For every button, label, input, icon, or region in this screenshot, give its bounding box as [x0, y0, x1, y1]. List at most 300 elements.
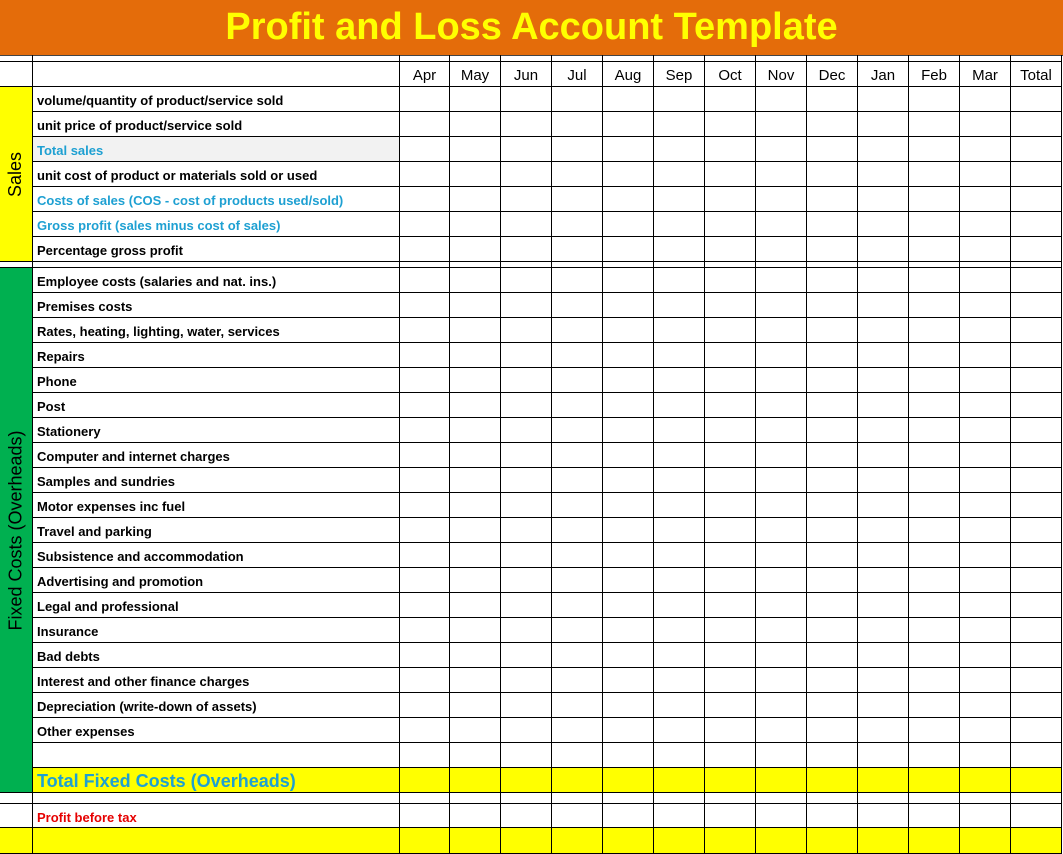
value-cell[interactable] [1011, 543, 1062, 568]
value-cell[interactable] [960, 137, 1011, 162]
value-cell[interactable] [1011, 55, 1062, 62]
value-cell[interactable] [400, 828, 450, 854]
value-cell[interactable] [858, 828, 909, 854]
side-cell[interactable] [0, 62, 33, 87]
value-cell[interactable] [909, 718, 960, 743]
value-cell[interactable] [858, 568, 909, 593]
value-cell[interactable] [603, 293, 654, 318]
value-cell[interactable] [807, 518, 858, 543]
value-cell[interactable] [450, 87, 501, 112]
value-cell[interactable] [1011, 418, 1062, 443]
value-cell[interactable] [909, 618, 960, 643]
value-cell[interactable] [501, 87, 552, 112]
value-cell[interactable] [603, 237, 654, 262]
value-cell[interactable] [960, 693, 1011, 718]
value-cell[interactable] [756, 137, 807, 162]
value-cell[interactable] [654, 804, 705, 828]
value-cell[interactable] [603, 743, 654, 768]
value-cell[interactable] [807, 368, 858, 393]
value-cell[interactable] [1011, 693, 1062, 718]
value-cell[interactable] [858, 468, 909, 493]
value-cell[interactable] [705, 828, 756, 854]
value-cell[interactable] [858, 212, 909, 237]
side-cell[interactable] [0, 55, 33, 62]
value-cell[interactable] [807, 668, 858, 693]
value-cell[interactable] [552, 743, 603, 768]
value-cell[interactable] [705, 393, 756, 418]
value-cell[interactable] [552, 718, 603, 743]
value-cell[interactable] [909, 793, 960, 804]
value-cell[interactable] [654, 187, 705, 212]
value-cell[interactable] [552, 618, 603, 643]
value-cell[interactable] [858, 162, 909, 187]
value-cell[interactable] [501, 643, 552, 668]
value-cell[interactable] [501, 793, 552, 804]
value-cell[interactable] [858, 618, 909, 643]
value-cell[interactable] [807, 743, 858, 768]
value-cell[interactable] [756, 162, 807, 187]
value-cell[interactable] [1011, 162, 1062, 187]
value-cell[interactable] [603, 55, 654, 62]
value-cell[interactable] [552, 643, 603, 668]
value-cell[interactable] [603, 187, 654, 212]
value-cell[interactable] [705, 793, 756, 804]
value-cell[interactable] [552, 343, 603, 368]
value-cell[interactable] [450, 468, 501, 493]
value-cell[interactable] [858, 112, 909, 137]
value-cell[interactable] [552, 393, 603, 418]
value-cell[interactable] [552, 368, 603, 393]
value-cell[interactable] [400, 693, 450, 718]
value-cell[interactable] [705, 768, 756, 793]
value-cell[interactable] [1011, 237, 1062, 262]
value-cell[interactable] [450, 343, 501, 368]
value-cell[interactable] [501, 593, 552, 618]
value-cell[interactable] [501, 237, 552, 262]
value-cell[interactable] [400, 543, 450, 568]
value-cell[interactable] [603, 518, 654, 543]
value-cell[interactable] [960, 112, 1011, 137]
value-cell[interactable] [501, 618, 552, 643]
value-cell[interactable] [501, 568, 552, 593]
value-cell[interactable] [654, 768, 705, 793]
value-cell[interactable] [705, 112, 756, 137]
value-cell[interactable] [909, 112, 960, 137]
value-cell[interactable] [858, 593, 909, 618]
value-cell[interactable] [960, 593, 1011, 618]
value-cell[interactable] [654, 162, 705, 187]
value-cell[interactable] [552, 493, 603, 518]
value-cell[interactable] [1011, 668, 1062, 693]
value-cell[interactable] [1011, 293, 1062, 318]
value-cell[interactable] [807, 318, 858, 343]
value-cell[interactable] [1011, 343, 1062, 368]
value-cell[interactable] [705, 593, 756, 618]
value-cell[interactable] [400, 718, 450, 743]
value-cell[interactable] [501, 318, 552, 343]
value-cell[interactable] [909, 55, 960, 62]
value-cell[interactable] [552, 268, 603, 293]
value-cell[interactable] [756, 793, 807, 804]
value-cell[interactable] [858, 668, 909, 693]
value-cell[interactable] [501, 268, 552, 293]
value-cell[interactable] [450, 828, 501, 854]
value-cell[interactable] [807, 237, 858, 262]
value-cell[interactable] [501, 718, 552, 743]
value-cell[interactable] [603, 493, 654, 518]
value-cell[interactable] [501, 768, 552, 793]
value-cell[interactable] [654, 212, 705, 237]
value-cell[interactable] [654, 443, 705, 468]
value-cell[interactable] [858, 393, 909, 418]
value-cell[interactable] [450, 718, 501, 743]
value-cell[interactable] [756, 55, 807, 62]
value-cell[interactable] [450, 393, 501, 418]
value-cell[interactable] [1011, 768, 1062, 793]
value-cell[interactable] [909, 87, 960, 112]
value-cell[interactable] [756, 237, 807, 262]
value-cell[interactable] [960, 668, 1011, 693]
value-cell[interactable] [960, 237, 1011, 262]
value-cell[interactable] [807, 643, 858, 668]
value-cell[interactable] [603, 112, 654, 137]
value-cell[interactable] [960, 87, 1011, 112]
value-cell[interactable] [552, 593, 603, 618]
value-cell[interactable] [1011, 804, 1062, 828]
value-cell[interactable] [756, 668, 807, 693]
value-cell[interactable] [858, 743, 909, 768]
value-cell[interactable] [705, 443, 756, 468]
value-cell[interactable] [705, 343, 756, 368]
value-cell[interactable] [450, 55, 501, 62]
value-cell[interactable] [705, 368, 756, 393]
value-cell[interactable] [603, 268, 654, 293]
value-cell[interactable] [756, 693, 807, 718]
value-cell[interactable] [858, 55, 909, 62]
value-cell[interactable] [705, 743, 756, 768]
value-cell[interactable] [501, 804, 552, 828]
value-cell[interactable] [960, 643, 1011, 668]
value-cell[interactable] [501, 468, 552, 493]
value-cell[interactable] [552, 668, 603, 693]
value-cell[interactable] [603, 162, 654, 187]
value-cell[interactable] [960, 743, 1011, 768]
value-cell[interactable] [1011, 368, 1062, 393]
value-cell[interactable] [450, 418, 501, 443]
value-cell[interactable] [756, 187, 807, 212]
value-cell[interactable] [400, 518, 450, 543]
value-cell[interactable] [552, 212, 603, 237]
value-cell[interactable] [501, 112, 552, 137]
value-cell[interactable] [858, 493, 909, 518]
value-cell[interactable] [450, 618, 501, 643]
value-cell[interactable] [450, 518, 501, 543]
value-cell[interactable] [756, 718, 807, 743]
value-cell[interactable] [603, 668, 654, 693]
value-cell[interactable] [909, 162, 960, 187]
side-cell[interactable] [0, 793, 33, 804]
value-cell[interactable] [400, 593, 450, 618]
value-cell[interactable] [450, 743, 501, 768]
value-cell[interactable] [552, 518, 603, 543]
value-cell[interactable] [450, 112, 501, 137]
value-cell[interactable] [807, 568, 858, 593]
value-cell[interactable] [400, 187, 450, 212]
value-cell[interactable] [552, 793, 603, 804]
value-cell[interactable] [960, 162, 1011, 187]
value-cell[interactable] [400, 343, 450, 368]
value-cell[interactable] [654, 828, 705, 854]
value-cell[interactable] [705, 493, 756, 518]
value-cell[interactable] [909, 828, 960, 854]
value-cell[interactable] [909, 568, 960, 593]
value-cell[interactable] [960, 343, 1011, 368]
value-cell[interactable] [807, 87, 858, 112]
value-cell[interactable] [603, 418, 654, 443]
value-cell[interactable] [858, 804, 909, 828]
value-cell[interactable] [501, 187, 552, 212]
value-cell[interactable] [654, 55, 705, 62]
value-cell[interactable] [1011, 643, 1062, 668]
value-cell[interactable] [705, 137, 756, 162]
value-cell[interactable] [807, 187, 858, 212]
value-cell[interactable] [807, 418, 858, 443]
value-cell[interactable] [705, 212, 756, 237]
value-cell[interactable] [960, 543, 1011, 568]
value-cell[interactable] [909, 318, 960, 343]
value-cell[interactable] [705, 293, 756, 318]
value-cell[interactable] [960, 828, 1011, 854]
value-cell[interactable] [654, 318, 705, 343]
value-cell[interactable] [807, 593, 858, 618]
value-cell[interactable] [450, 237, 501, 262]
value-cell[interactable] [909, 593, 960, 618]
value-cell[interactable] [909, 804, 960, 828]
value-cell[interactable] [1011, 468, 1062, 493]
value-cell[interactable] [756, 768, 807, 793]
value-cell[interactable] [501, 743, 552, 768]
value-cell[interactable] [603, 828, 654, 854]
value-cell[interactable] [400, 318, 450, 343]
value-cell[interactable] [400, 568, 450, 593]
value-cell[interactable] [450, 187, 501, 212]
value-cell[interactable] [705, 87, 756, 112]
value-cell[interactable] [450, 162, 501, 187]
value-cell[interactable] [756, 268, 807, 293]
value-cell[interactable] [705, 318, 756, 343]
value-cell[interactable] [909, 443, 960, 468]
value-cell[interactable] [450, 137, 501, 162]
value-cell[interactable] [858, 793, 909, 804]
value-cell[interactable] [501, 55, 552, 62]
value-cell[interactable] [654, 368, 705, 393]
value-cell[interactable] [960, 393, 1011, 418]
value-cell[interactable] [909, 212, 960, 237]
value-cell[interactable] [807, 212, 858, 237]
value-cell[interactable] [909, 368, 960, 393]
value-cell[interactable] [400, 112, 450, 137]
value-cell[interactable] [654, 493, 705, 518]
value-cell[interactable] [960, 804, 1011, 828]
value-cell[interactable] [654, 418, 705, 443]
value-cell[interactable] [552, 568, 603, 593]
value-cell[interactable] [705, 518, 756, 543]
value-cell[interactable] [400, 55, 450, 62]
value-cell[interactable] [450, 268, 501, 293]
value-cell[interactable] [705, 668, 756, 693]
value-cell[interactable] [807, 828, 858, 854]
value-cell[interactable] [1011, 112, 1062, 137]
value-cell[interactable] [400, 743, 450, 768]
value-cell[interactable] [450, 568, 501, 593]
value-cell[interactable] [858, 293, 909, 318]
value-cell[interactable] [960, 718, 1011, 743]
value-cell[interactable] [400, 137, 450, 162]
value-cell[interactable] [807, 393, 858, 418]
value-cell[interactable] [552, 418, 603, 443]
value-cell[interactable] [654, 643, 705, 668]
value-cell[interactable] [756, 368, 807, 393]
value-cell[interactable] [909, 393, 960, 418]
value-cell[interactable] [450, 293, 501, 318]
value-cell[interactable] [756, 543, 807, 568]
value-cell[interactable] [960, 55, 1011, 62]
value-cell[interactable] [654, 668, 705, 693]
value-cell[interactable] [654, 468, 705, 493]
value-cell[interactable] [1011, 793, 1062, 804]
value-cell[interactable] [858, 443, 909, 468]
value-cell[interactable] [960, 518, 1011, 543]
value-cell[interactable] [807, 268, 858, 293]
value-cell[interactable] [909, 543, 960, 568]
value-cell[interactable] [1011, 518, 1062, 543]
value-cell[interactable] [450, 593, 501, 618]
value-cell[interactable] [705, 568, 756, 593]
value-cell[interactable] [909, 668, 960, 693]
value-cell[interactable] [654, 137, 705, 162]
value-cell[interactable] [909, 743, 960, 768]
value-cell[interactable] [654, 543, 705, 568]
value-cell[interactable] [1011, 443, 1062, 468]
value-cell[interactable] [450, 804, 501, 828]
value-cell[interactable] [1011, 593, 1062, 618]
value-cell[interactable] [909, 468, 960, 493]
value-cell[interactable] [603, 593, 654, 618]
value-cell[interactable] [858, 768, 909, 793]
value-cell[interactable] [705, 55, 756, 62]
value-cell[interactable] [1011, 187, 1062, 212]
value-cell[interactable] [705, 718, 756, 743]
value-cell[interactable] [654, 718, 705, 743]
value-cell[interactable] [705, 543, 756, 568]
value-cell[interactable] [552, 804, 603, 828]
value-cell[interactable] [603, 568, 654, 593]
value-cell[interactable] [552, 318, 603, 343]
value-cell[interactable] [552, 237, 603, 262]
value-cell[interactable] [705, 643, 756, 668]
value-cell[interactable] [603, 543, 654, 568]
value-cell[interactable] [807, 618, 858, 643]
value-cell[interactable] [858, 543, 909, 568]
value-cell[interactable] [807, 543, 858, 568]
value-cell[interactable] [1011, 618, 1062, 643]
value-cell[interactable] [807, 718, 858, 743]
value-cell[interactable] [960, 318, 1011, 343]
value-cell[interactable] [858, 318, 909, 343]
value-cell[interactable] [756, 518, 807, 543]
value-cell[interactable] [756, 212, 807, 237]
value-cell[interactable] [909, 643, 960, 668]
value-cell[interactable] [603, 318, 654, 343]
value-cell[interactable] [858, 518, 909, 543]
value-cell[interactable] [552, 293, 603, 318]
value-cell[interactable] [756, 828, 807, 854]
value-cell[interactable] [400, 268, 450, 293]
value-cell[interactable] [603, 368, 654, 393]
value-cell[interactable] [807, 468, 858, 493]
value-cell[interactable] [603, 443, 654, 468]
value-cell[interactable] [501, 212, 552, 237]
value-cell[interactable] [450, 543, 501, 568]
value-cell[interactable] [603, 693, 654, 718]
value-cell[interactable] [807, 112, 858, 137]
value-cell[interactable] [400, 804, 450, 828]
value-cell[interactable] [654, 593, 705, 618]
value-cell[interactable] [909, 343, 960, 368]
value-cell[interactable] [654, 393, 705, 418]
value-cell[interactable] [960, 468, 1011, 493]
value-cell[interactable] [400, 293, 450, 318]
value-cell[interactable] [654, 237, 705, 262]
value-cell[interactable] [1011, 718, 1062, 743]
value-cell[interactable] [807, 493, 858, 518]
value-cell[interactable] [654, 343, 705, 368]
value-cell[interactable] [400, 768, 450, 793]
value-cell[interactable] [501, 668, 552, 693]
value-cell[interactable] [807, 137, 858, 162]
side-cell[interactable] [0, 828, 33, 854]
value-cell[interactable] [960, 618, 1011, 643]
value-cell[interactable] [552, 112, 603, 137]
value-cell[interactable] [1011, 568, 1062, 593]
value-cell[interactable] [909, 237, 960, 262]
value-cell[interactable] [450, 693, 501, 718]
value-cell[interactable] [603, 718, 654, 743]
value-cell[interactable] [960, 418, 1011, 443]
value-cell[interactable] [756, 293, 807, 318]
value-cell[interactable] [756, 418, 807, 443]
value-cell[interactable] [960, 568, 1011, 593]
value-cell[interactable] [858, 237, 909, 262]
value-cell[interactable] [909, 518, 960, 543]
value-cell[interactable] [807, 443, 858, 468]
value-cell[interactable] [654, 693, 705, 718]
value-cell[interactable] [807, 162, 858, 187]
value-cell[interactable] [705, 693, 756, 718]
value-cell[interactable] [756, 343, 807, 368]
value-cell[interactable] [756, 393, 807, 418]
value-cell[interactable] [960, 793, 1011, 804]
value-cell[interactable] [756, 618, 807, 643]
value-cell[interactable] [909, 187, 960, 212]
value-cell[interactable] [501, 393, 552, 418]
value-cell[interactable] [960, 493, 1011, 518]
value-cell[interactable] [858, 137, 909, 162]
value-cell[interactable] [501, 418, 552, 443]
value-cell[interactable] [1011, 87, 1062, 112]
value-cell[interactable] [756, 87, 807, 112]
value-cell[interactable] [400, 368, 450, 393]
